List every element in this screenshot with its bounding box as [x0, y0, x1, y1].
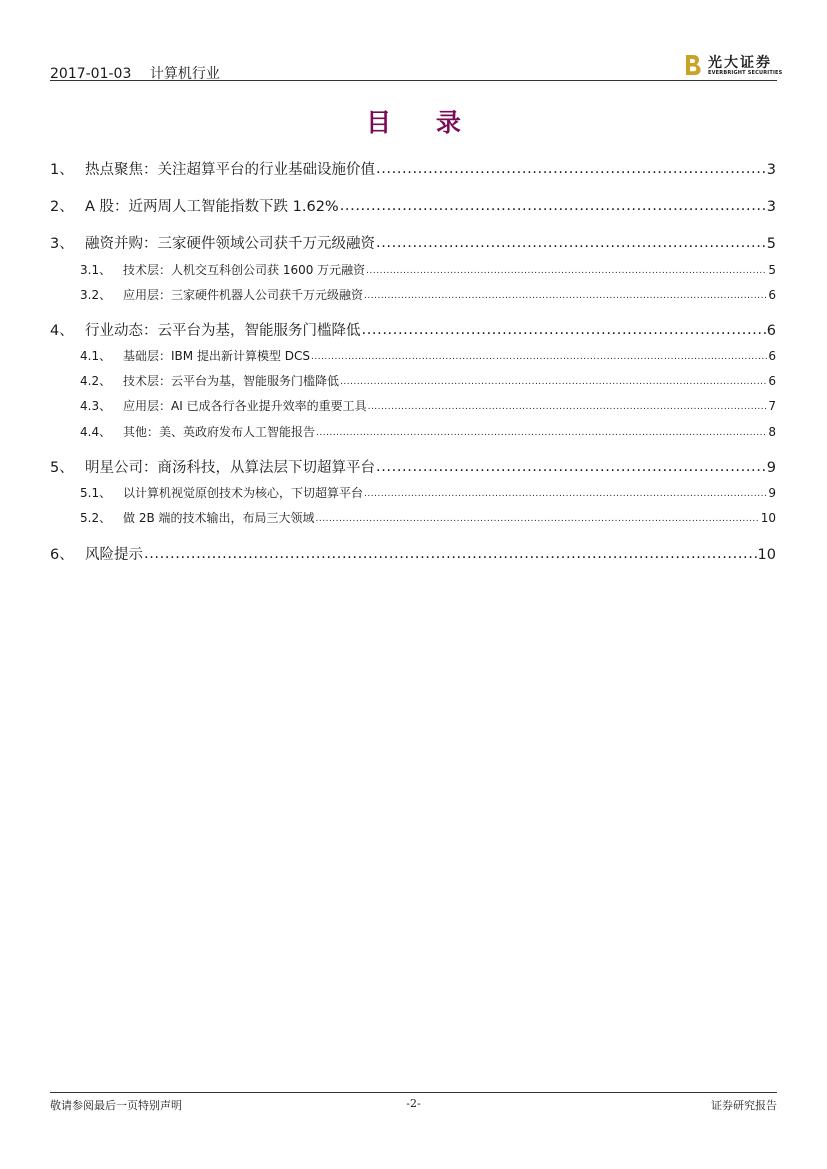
toc-entry-page: 3 — [766, 162, 776, 178]
toc-entry-number: 4.3、 — [80, 399, 112, 413]
toc-entry-page: 8 — [768, 425, 776, 439]
toc-leader-dots — [366, 266, 767, 276]
toc-entry-number: 4.2、 — [80, 374, 112, 388]
toc-entry-text: 风险提示 — [85, 547, 143, 563]
report-date: 2017-01-03 — [50, 66, 132, 82]
toc-entry-number: 2、 — [50, 199, 74, 215]
toc-entry-page: 10 — [760, 511, 776, 525]
toc-title: 目 录 — [366, 108, 479, 137]
toc-entry-number: 4.4、 — [80, 425, 112, 439]
toc-entry-page: 5 — [766, 236, 776, 252]
footer-doc-type: 证券研究报告 — [711, 1099, 777, 1112]
toc-entry-page: 9 — [768, 486, 776, 500]
logo-english-name: EVERBRIGHT SECURITIES — [708, 70, 783, 76]
toc-entry-page: 3 — [766, 199, 776, 215]
toc-leader-dots — [316, 514, 760, 524]
toc-leader-dots — [144, 546, 757, 562]
header-divider — [50, 80, 777, 81]
toc-entry-text: A 股：近两周人工智能指数下跌 1.62% — [85, 199, 339, 215]
toc-leader-dots — [368, 402, 768, 412]
toc-entry-text: 行业动态：云平台为基，智能服务门槛降低 — [85, 323, 361, 339]
toc-leader-dots — [364, 489, 767, 499]
toc-subentry[interactable] — [80, 261, 776, 278]
toc-entry-text: 技术层：云平台为基，智能服务门槛降低 — [123, 374, 340, 388]
toc-entry-page: 6 — [768, 349, 776, 363]
toc-entry-page: 9 — [766, 460, 776, 476]
toc-entry-number: 5.1、 — [80, 486, 112, 500]
toc-entry-text: 以计算机视觉原创技术为核心，下切超算平台 — [123, 486, 364, 500]
toc-entry-number: 3.2、 — [80, 288, 112, 302]
toc-leader-dots — [376, 161, 766, 177]
toc-leader-dots — [362, 322, 766, 338]
toc-leader-dots — [311, 352, 767, 362]
toc-entry-text: 应用层：AI 已成各行各业提升效率的重要工具 — [123, 399, 367, 413]
toc-entry[interactable] — [50, 195, 776, 216]
toc-entry-number: 3、 — [50, 236, 74, 252]
toc-entry-number: 3.1、 — [80, 263, 112, 277]
toc-subentry[interactable] — [80, 397, 776, 414]
toc-subentry[interactable] — [80, 372, 776, 389]
toc-subentry[interactable] — [80, 509, 776, 526]
toc-entry-text: 技术层：人机交互科创公司获 1600 万元融资 — [123, 263, 366, 277]
toc-subentry[interactable] — [80, 347, 776, 364]
toc-entry-text: 其他：美、英政府发布人工智能报告 — [123, 425, 316, 439]
toc-entry-page: 5 — [768, 263, 776, 277]
toc-entry-text: 融资并购：三家硬件领域公司获千万元级融资 — [85, 236, 375, 252]
toc-entry-page: 6 — [768, 288, 776, 302]
toc-entry-number: 1、 — [50, 162, 74, 178]
logo-chinese-name: 光大证券 — [708, 55, 772, 71]
footer-divider — [50, 1092, 777, 1093]
toc-entry[interactable] — [50, 543, 776, 564]
toc-entry[interactable] — [50, 456, 776, 477]
toc-leader-dots — [376, 459, 766, 475]
toc-entry[interactable] — [50, 319, 776, 340]
toc-entry-page: 10 — [757, 547, 776, 563]
toc-entry-text: 明星公司：商汤科技，从算法层下切超算平台 — [85, 460, 375, 476]
toc-subentry[interactable] — [80, 484, 776, 501]
toc-leader-dots — [316, 428, 767, 438]
toc-entry-number: 5.2、 — [80, 511, 112, 525]
toc-entry-text: 做 2B 端的技术输出，布局三大领域 — [123, 511, 315, 525]
toc-entry-page: 7 — [768, 399, 776, 413]
company-logo — [684, 54, 783, 79]
toc-subentry[interactable] — [80, 286, 776, 303]
toc-subentry[interactable] — [80, 423, 776, 440]
toc-leader-dots — [340, 198, 766, 214]
toc-leader-dots — [364, 291, 767, 301]
toc-leader-dots — [340, 377, 767, 387]
toc-entry-text: 热点聚焦：关注超算平台的行业基础设施价值 — [85, 162, 375, 178]
toc-entry-number: 4、 — [50, 323, 74, 339]
toc-entry-page: 6 — [768, 374, 776, 388]
toc-entry-number: 6、 — [50, 547, 74, 563]
toc-entry-number: 5、 — [50, 460, 74, 476]
toc-entry-number: 4.1、 — [80, 349, 112, 363]
footer-disclaimer: 敬请参阅最后一页特别声明 — [50, 1099, 182, 1112]
industry-label: 计算机行业 — [149, 66, 220, 82]
toc-entry-page: 6 — [766, 323, 776, 339]
toc-entry-text: 应用层：三家硬件机器人公司获千万元级融资 — [123, 288, 364, 302]
toc-entry-text: 基础层：IBM 提出新计算模型 DCS — [123, 349, 310, 363]
toc-entry[interactable] — [50, 158, 776, 179]
footer-page-number: -2- — [406, 1097, 421, 1110]
logo-mark-icon — [684, 54, 702, 76]
toc-entry[interactable] — [50, 232, 776, 253]
toc-leader-dots — [376, 235, 766, 251]
